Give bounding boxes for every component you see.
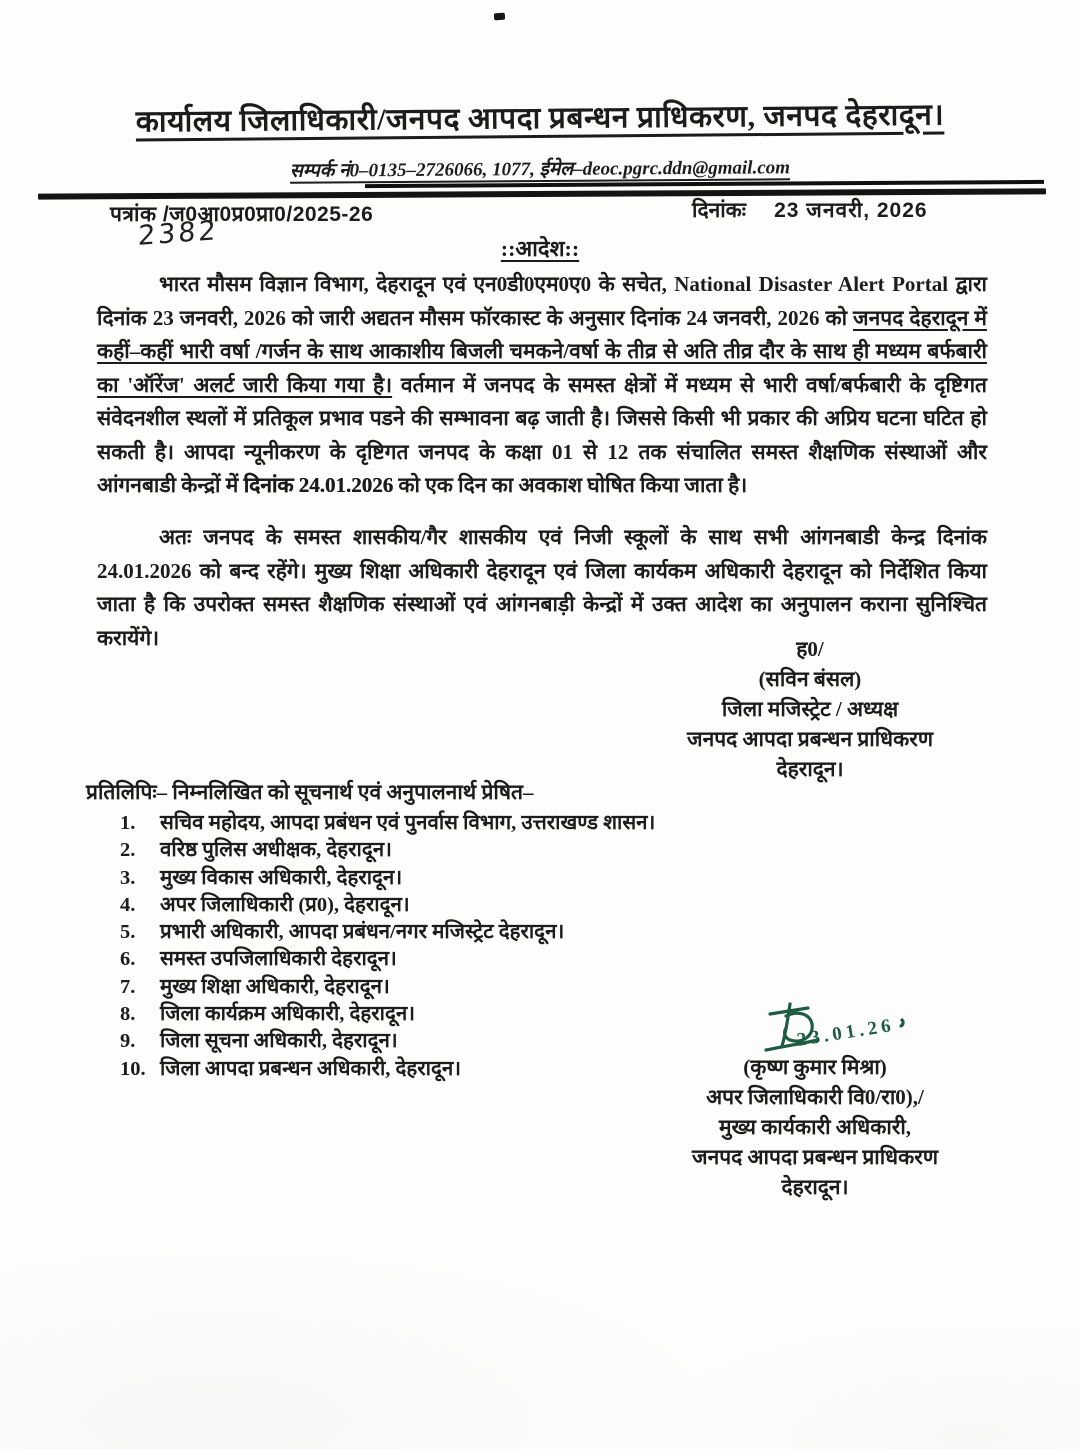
list-item: [120, 919, 680, 946]
signatory-block-district-magistrate: [640, 634, 980, 784]
item-number: 6.: [120, 948, 136, 971]
item-text: जिला आपदा प्रबन्धन अधिकारी, देहरादून।: [160, 1057, 462, 1080]
letter-date: [692, 196, 928, 224]
list-item: [120, 810, 680, 837]
handwritten-date: 23.01.26: [795, 1014, 897, 1051]
item-number: 2.: [120, 839, 136, 862]
para1-text-end: को एक दिन का अवकाश घोषित किया जाता है।: [393, 473, 748, 497]
item-text: मुख्य शिक्षा अधिकारी, देहरादून।: [160, 975, 390, 998]
signatory-name: (सविन बंसल): [758, 667, 862, 691]
item-text: प्रभारी अधिकारी, आपदा प्रबंधन/नगर मजिस्ट्रेट देहरादून।: [160, 921, 565, 944]
para1-alert-underlined: जनपद देहरादून में कहीं–कहीं भारी वर्षा /गर्जन के साथ आकाशीय बिजली चमकने/वर्षा के तीव्र से अति तीव्र दौर के साथ ही मध्यम बर्फबारी का 'ऑरेंज' अलर्ट जारी किया गया है।: [97, 305, 987, 397]
para1-text: भारत मौसम विज्ञान विभाग, देहरादून एवं एन0डी0एम0ए0 के सचेत, National Disaster Alert Portal द्वारा दिनांक 23 जनवरी, 2026 को जारी अद्यतन मौसम फॉरकास्ट के अनुसार दिनांक 24 जनवरी, 2026 को: [97, 272, 987, 330]
letterhead-contact-line: सम्पर्क नं0–0135–2726066, 1077, ईमेल–deoc.pgrc.ddn@gmail.com: [289, 157, 791, 182]
item-number: 8.: [120, 1003, 136, 1026]
item-text: जिला कार्यक्रम अधिकारी, देहरादून।: [160, 1003, 415, 1026]
signatory-block-additional-dm: [640, 1052, 990, 1202]
scan-artifact-dot: [494, 13, 505, 21]
list-item: [120, 837, 680, 864]
order-paragraph-1: [97, 268, 987, 503]
list-item: [120, 865, 680, 892]
office-letterhead-title: कार्यालय जिलाधिकारी/जनपद आपदा प्रबन्धन प्राधिकरण, जनपद देहरादून।: [135, 98, 945, 139]
sd-mark: ह0/: [796, 637, 824, 661]
para1-holiday-date-bold: दिनांक 24.01.2026: [243, 473, 394, 497]
signatory2-title-2: मुख्य कार्यकारी अधिकारी,: [718, 1115, 912, 1139]
date-value: 23 जनवरी, 2026: [774, 199, 928, 222]
signatory2-name: (कृष्ण कुमार मिश्रा): [743, 1055, 887, 1079]
item-number: 5.: [120, 921, 136, 944]
copy-distribution-heading: प्रतिलिपिः– निम्नलिखित को सूचनार्थ एवं अनुपालनार्थ प्रेषित–: [86, 780, 534, 804]
copy-distribution-list: [120, 810, 680, 1083]
item-text: मुख्य विकास अधिकारी, देहरादून।: [160, 866, 403, 889]
list-item: [120, 1028, 680, 1055]
item-number: 10.: [120, 1057, 146, 1080]
order-heading: ::आदेश::: [500, 236, 580, 261]
list-item: [120, 946, 680, 973]
item-number: 4.: [120, 893, 136, 916]
signatory2-title-3: जनपद आपदा प्रबन्धन प्राधिकरण: [691, 1145, 938, 1169]
signatory2-title-1: अपर जिलाधिकारी वि0/रा0),/: [706, 1085, 924, 1109]
letter-number: पत्रांक /ज0आ0प्र0प्रा0/2025-26: [110, 203, 374, 226]
item-number: 9.: [120, 1030, 136, 1053]
signatory-title-1: जिला मजिस्ट्रेट / अध्यक्ष: [721, 697, 899, 721]
item-text: सचिव महोदय, आपदा प्रबंधन एवं पुनर्वास विभाग, उत्तराखण्ड शासन।: [160, 812, 656, 834]
list-item: [120, 1056, 680, 1083]
order-paragraph-2: अतः जनपद के समस्त शासकीय/गैर शासकीय एवं निजी स्कूलों के साथ सभी आंगनबाडी केन्द्र दिनांक 24.01.2026 को बन्द रहेंगे। मुख्य शिक्षा अधिकारी देहरादून एवं जिला कार्यकम अधिकारी देहरादून को निर्देशित किया जाता है कि उपरोक्त समस्त शैक्षणिक संस्थाओं एवं आंगनबाड़ी केन्द्रों में उक्त आदेश का अनुपालन कराना सुनिश्चित करायेंगे।: [97, 525, 987, 650]
item-number: 7.: [120, 975, 136, 998]
item-text: वरिष्ठ पुलिस अधीक्षक, देहरादून।: [160, 839, 392, 862]
item-text: समस्त उपजिलाधिकारी देहरादून।: [160, 948, 397, 971]
signatory-title-2: जनपद आपदा प्रबन्धन प्राधिकरण: [686, 727, 933, 751]
item-number: 1.: [120, 812, 136, 834]
list-item: [120, 1001, 680, 1028]
item-text: अपर जिलाधिकारी (प्र0), देहरादून।: [160, 893, 410, 916]
signatory2-title-4: देहरादून।: [781, 1175, 849, 1199]
date-label: दिनांकः: [692, 199, 747, 222]
para1-text-cont: वर्तमान में जनपद के समस्त क्षेत्रों में मध्यम से भारी वर्षा/बर्फबारी के दृष्टिगत संवेदनशील स्थलों में प्रतिकूल प्रभाव पडने की सम्भावना बढ़ जाती है। जिससे किसी भी प्रकार की अप्रिय घटना घटित हो सकती है। आपदा न्यूनीकरण के दृष्टिगत जनपद के कक्षा 01 से 12 तक संचालित समस्त शैक्षणिक संस्थाओं और आंगनबाडी केन्द्रों में: [97, 372, 987, 497]
item-number: 3.: [120, 866, 136, 889]
list-item: [120, 974, 680, 1001]
list-item: [120, 892, 680, 919]
handwritten-dispatch-number: 2382: [137, 215, 220, 252]
item-text: जिला सूचना अधिकारी, देहरादून।: [160, 1030, 398, 1053]
signatory-title-3: देहरादून।: [776, 757, 844, 781]
